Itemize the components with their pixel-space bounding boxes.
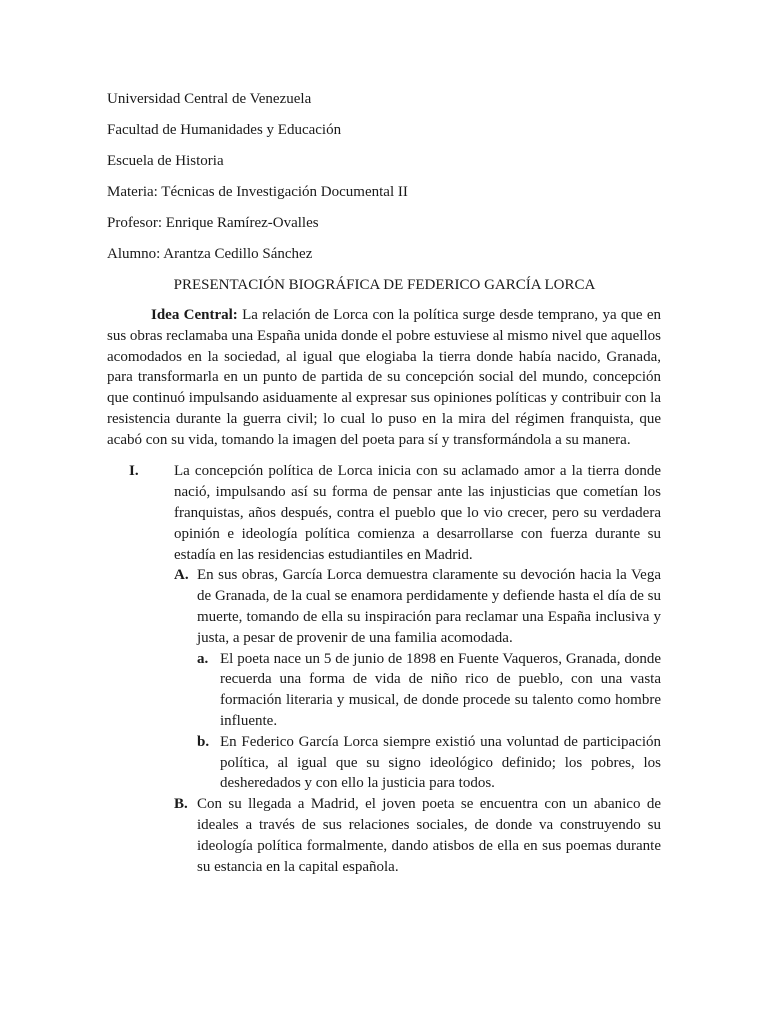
outline-item-I <box>107 461 661 877</box>
faculty-line: Facultad de Humanidades y Educación <box>107 121 342 138</box>
document-page <box>107 90 661 877</box>
outline-item-b <box>197 732 661 794</box>
outline-text-b: En Federico García Lorca siempre existió una voluntad de participación política, al igual que su signo ideológico definido; los pobres, los desheredados y con ello la justicia para todos. <box>220 733 661 792</box>
outline-marker-b: b. <box>197 733 210 750</box>
university-line: Universidad Central de Venezuela <box>107 91 312 107</box>
outline-marker-B: B. <box>174 796 188 813</box>
outline-marker-a: a. <box>197 650 209 667</box>
school-line: Escuela de Historia <box>107 152 224 169</box>
outline-marker-I: I. <box>129 463 139 480</box>
outline-text-a: El poeta nace un 5 de junio de 1898 en Fuente Vaqueros, Granada, donde recuerda una forma de vida de niño rico de pueblo, con una vasta formación literaria y musical, de donde procede su talento como hombre influente. <box>220 650 661 730</box>
outline-text-A: En sus obras, García Lorca demuestra claramente su devoción hacia la Vega de Granada, de la cual se enamora perdidamente y defiende hasta el día de su muerte, tomando de ella su inspiración para reclamar una España inclusiva y justa, a pesar de provenir de una familia acomodada. <box>197 567 661 646</box>
central-idea-paragraph <box>107 305 661 451</box>
central-idea-text: La relación de Lorca con la política surge desde temprano, ya que en sus obras reclamaba una España unida donde el pobre estuviese al mismo nivel que aquellos acomodados en la sociedad, al igual que elogiaba la tierra donde había nacido, Granada, para transformarla en un punto de partida de su concepción social del mundo, concepción que continuó impulsando asiduamente al expresar sus opiniones políticas y contribuir con la resistencia durante la guerra civil; lo cual lo puso en la mira del régimen franquista, que acabó con su vida, tomando la imagen del poeta para sí y transformándola a su manera. <box>107 306 662 448</box>
document-header <box>107 90 661 264</box>
outline-marker-A: A. <box>174 567 189 584</box>
outline-text-B: Con su llegada a Madrid, el joven poeta se encuentra con un abanico de ideales a través de sus relaciones sociales, de donde va construyendo su ideología política formalmente, dando atisbos de ella en sus poemas durante su estancia en la capital española. <box>197 796 661 875</box>
subject-line: Materia: Técnicas de Investigación Documental II <box>107 183 408 200</box>
outline-text-I: La concepción política de Lorca inicia con su aclamado amor a la tierra donde nació, impulsando así su forma de pensar ante las injusticias que cometían los franquistas, años después, contra el pueblo que lo vio crecer, pero su verdadera opinión e ideología política comienza a desarrollarse con fuerza durante su estadía en las residencias estudiantiles en Madrid. <box>174 463 661 563</box>
outline-item-B <box>174 794 661 877</box>
student-line: Alumno: Arantza Cedillo Sánchez <box>107 245 313 262</box>
central-idea-label: Idea Central: <box>151 306 238 323</box>
document-title: PRESENTACIÓN BIOGRÁFICA DE FEDERICO GARCÍA LORCA <box>173 276 596 293</box>
outline-item-a <box>197 649 661 732</box>
outline-item-A <box>174 565 661 794</box>
outline <box>107 461 661 877</box>
professor-line: Profesor: Enrique Ramírez-Ovalles <box>107 214 319 231</box>
